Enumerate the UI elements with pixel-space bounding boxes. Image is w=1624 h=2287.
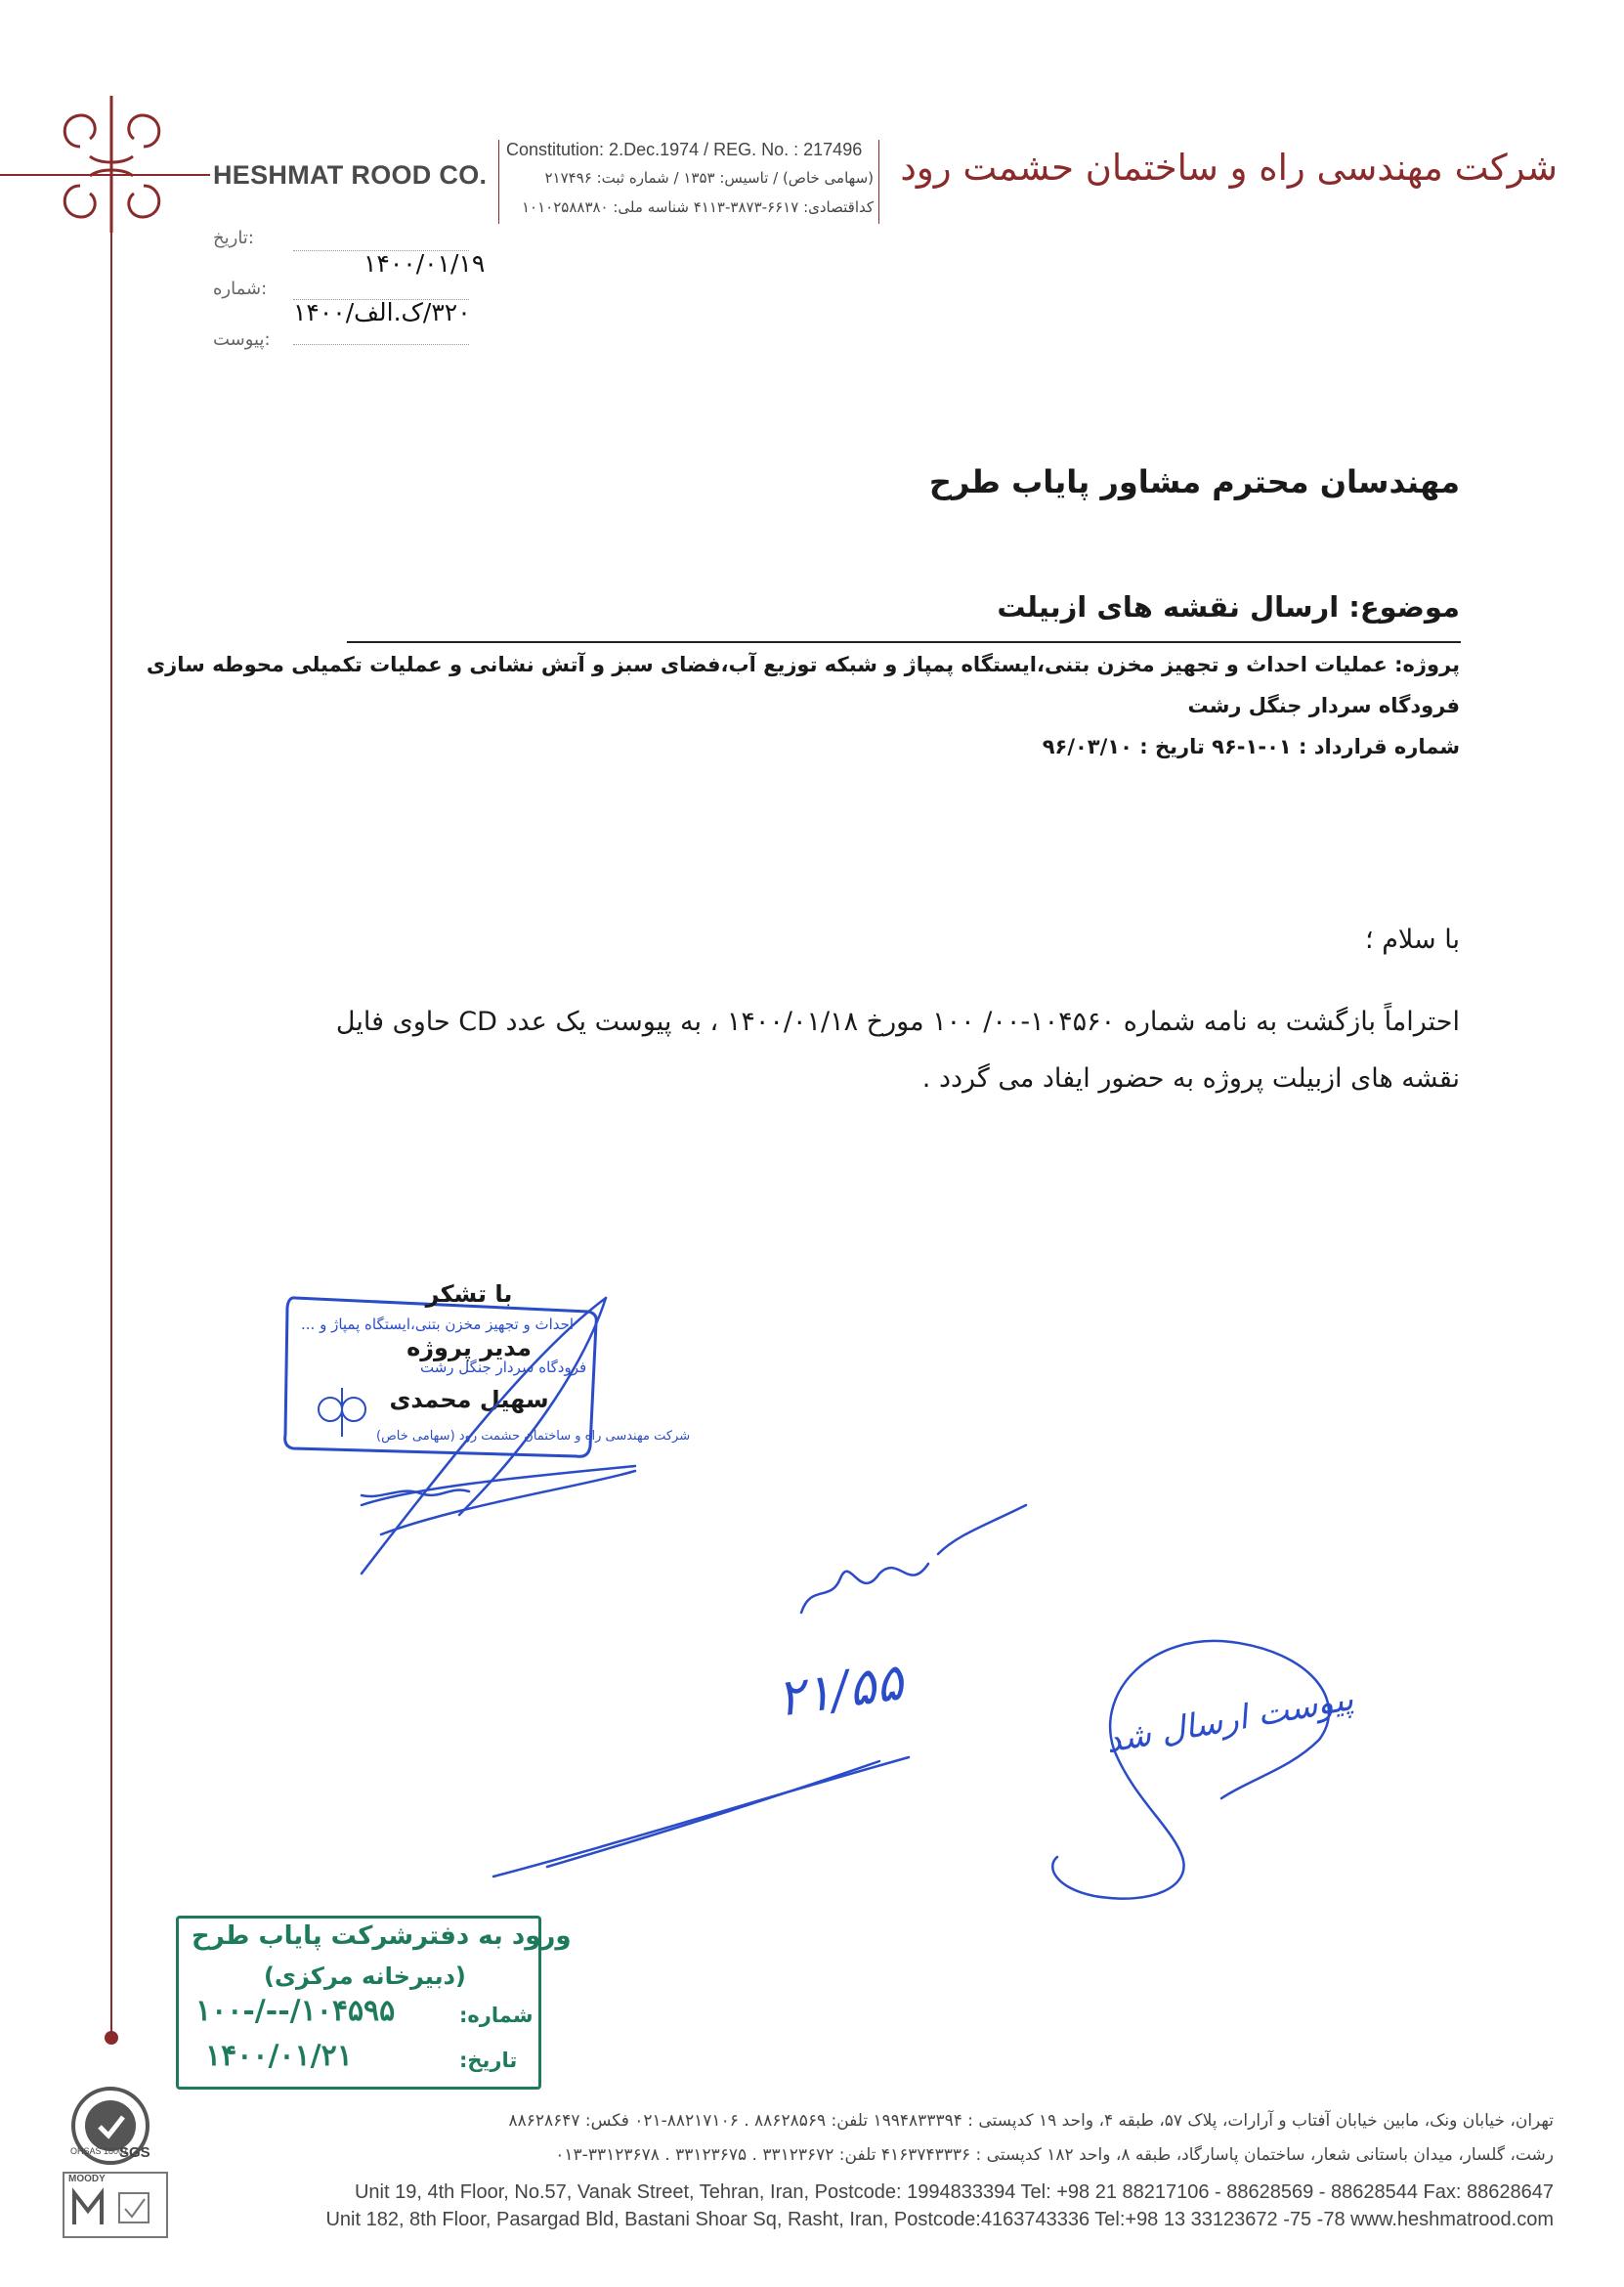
handwriting-note-3: پیوست ارسال شد — [1102, 1679, 1357, 1761]
sgs-badge-label: SGS — [119, 2144, 150, 2161]
blue-stamp-line-1: احداث و تجهیز مخزن بتنی،ایستگاه پمپاژ و ... — [301, 1316, 575, 1333]
long-pen-stroke — [489, 1740, 919, 1886]
green-stamp-date-label: تاریخ: — [459, 2049, 518, 2072]
moody-badge-icon — [70, 2187, 158, 2228]
green-stamp-date-value: ۱۴۰۰/۰۱/۲۱ — [205, 2039, 353, 2073]
project-line-1: پروژه: عملیات احداث و تجهیز مخزن بتنی،ایستگاه پمپاژ و شبکه توزیع آب،فضای سبز و آتش نشانی و عملیات تکمیلی محوطه سازی — [146, 653, 1460, 676]
subject-underline — [347, 641, 1461, 643]
moody-badge-label: MOODY — [68, 2174, 106, 2184]
registration-en: Constitution: 2.Dec.1974 / REG. No. : 217496 — [506, 140, 863, 159]
handwriting-note-3-scribble — [1036, 1632, 1388, 1916]
project-line-2: فرودگاه سردار جنگل رشت — [1187, 694, 1460, 717]
date-value: ۱۴۰۰/۰۱/۱۹ — [363, 249, 486, 278]
footer-rasht-fa: رشت، گلسار، میدان باستانی شعار، ساختمان پاسارگاد، طبقه ۸، واحد ۱۸۲ کدپستی : ۴۱۶۳۷۴۳۳۳۶ تلفن: ۳۳۱۲۳۶۷۲ . ۳۳۱۲۳۶۷۵ . ۳۳۱۲۳۶۷۸-۰۱۳ — [555, 2145, 1554, 2165]
footer-rasht-en: Unit 182, 8th Floor, Pasargad Bld, Bastani Shoar Sq, Rasht, Iran, Postcode:4163743336 Tel:+98 13 33123672 -75 -78 www.heshmatrood.com — [325, 2209, 1554, 2230]
recipient: مهندسان محترم مشاور پایاب طرح — [928, 463, 1460, 500]
blue-stamp-line-2: فرودگاه سردار جنگل رشت — [420, 1359, 587, 1376]
greeting: با سلام ؛ — [1365, 925, 1460, 955]
manager-signature-scribble — [342, 1290, 655, 1583]
footer-tehran-fa: تهران، خیابان ونک، مابین خیابان آفتاب و آرارات، پلاک ۵۷، طبقه ۴، واحد ۱۹ کدپستی : ۱۹۹۴۸۳۳۳۹۴ تلفن: ۸۸۶۲۸۵۶۹ . ۸۸۲۱۷۱۰۶-۰۲۱ فکس: ۸۸۶۲۸۶۴۷ — [508, 2111, 1554, 2131]
signature-name: سهیل محمدی — [389, 1386, 549, 1413]
company-name-fa: شرکت مهندسی راه و ساختمان حشمت رود — [900, 147, 1558, 189]
footer-tehran-en: Unit 19, 4th Floor, No.57, Vanak Street, Tehran, Iran, Postcode: 1994833394 Tel: +98 21 88217106 - 88628569 - 88628544 Fax: 88628647 — [354, 2181, 1554, 2203]
sgs-badge-sublabel: OHSAS 18001 — [70, 2146, 129, 2156]
company-logo-icon — [51, 88, 178, 235]
number-value: ۳۲۰/ک.الف/۱۴۰۰ — [293, 298, 471, 326]
date-label: :تاریخ — [213, 228, 254, 248]
green-stamp-number-value: ۱۰۰-/--/۱۰۴۵۹۵ — [195, 1994, 396, 2028]
company-name-en: HESHMAT ROOD CO. — [213, 160, 488, 190]
signature-title: مدیر پروژه — [406, 1334, 532, 1361]
signature-closing: با تشکر — [425, 1280, 513, 1308]
green-stamp-title: ورود به دفترشرکت پایاب طرح — [192, 1921, 572, 1951]
letterhead-vertical-rule — [110, 98, 112, 2038]
attachment-dotted-line — [293, 344, 469, 345]
registration-fa-line-1: (سهامی خاص) / تاسیس: ۱۳۵۳ / شماره ثبت: ۲۱۷۴۹۶ — [544, 169, 874, 187]
blue-stamp-line-3: شرکت مهندسی راه و ساختمان حشمت رود (سهامی خاص) — [376, 1429, 691, 1444]
body-line-2: نقشه های ازبیلت پروژه به حضور ایفاد می گردد . — [921, 1063, 1460, 1094]
contract-line: شماره قرارداد : ۰۱-۱-۹۶ تاریخ : ۹۶/۰۳/۱۰ — [1042, 735, 1460, 758]
number-label: :شماره — [213, 279, 268, 299]
registration-fa-line-2: کداقتصادی: ۶۶۱۷-۳۸۷۳-۴۱۱۳ شناسه ملی: ۱۰۱۰۲۵۸۸۳۸۰ — [521, 198, 874, 216]
green-stamp-subtitle: (دبیرخانه مرکزی) — [264, 1963, 466, 1990]
handwriting-note-2: ۲۱/۵۵ — [773, 1653, 907, 1729]
green-stamp-number-label: شماره: — [459, 2004, 534, 2027]
letterhead-rule-end-dot — [105, 2031, 118, 2045]
attachment-label: :پیوست — [213, 329, 271, 350]
subject: موضوع: ارسال نقشه های ازبیلت — [997, 590, 1460, 624]
body-line-1: احتراماً بازگشت به نامه شماره ۱۰۴۵۶۰-۰۰/ ۱۰۰ مورخ ۱۴۰۰/۰۱/۱۸ ، به پیوست یک عدد CD حاوی فایل — [335, 1007, 1460, 1037]
